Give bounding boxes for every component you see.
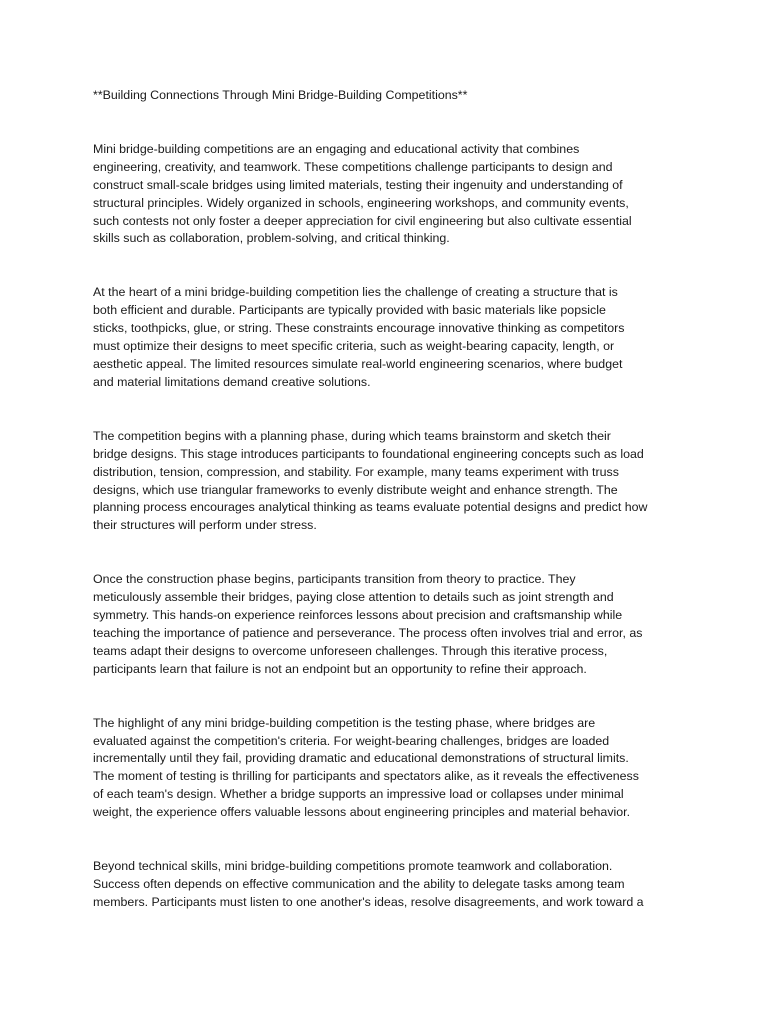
paragraph-line: aesthetic appeal. The limited resources simulate real-world engineering scenarios, where budget [93,356,623,371]
paragraph-line: structural principles. Widely organized in schools, engineering workshops, and community events, [93,195,629,210]
paragraph-2 [93,284,683,391]
document-body [93,87,683,948]
paragraph-line: teams adapt their designs to overcome unforeseen challenges. Through this iterative process, [93,643,608,658]
paragraph-line: construct small-scale bridges using limited materials, testing their ingenuity and understanding of [93,177,623,192]
paragraph-4 [93,571,683,678]
paragraph-line: distribution, tension, compression, and stability. For example, many teams experiment with truss [93,464,619,479]
paragraph-1 [93,141,683,248]
paragraph-line: The moment of testing is thrilling for participants and spectators alike, as it reveals the effectiveness [93,769,639,784]
paragraph-line: Beyond technical skills, mini bridge-building competitions promote teamwork and collaboration. [93,859,613,874]
paragraph-line: must optimize their designs to meet specific criteria, such as weight-bearing capacity, length, or [93,339,615,354]
paragraph-line: symmetry. This hands-on experience reinforces lessons about precision and craftsmanship while [93,608,623,623]
paragraph-line: sticks, toothpicks, glue, or string. These constraints encourage innovative thinking as competitors [93,321,625,336]
paragraph-line: teaching the importance of patience and perseverance. The process often involves trial and error, as [93,625,643,640]
paragraph-3 [93,428,683,535]
paragraph-line: and material limitations demand creative solutions. [93,374,371,389]
paragraph-line: designs, which use triangular frameworks to evenly distribute weight and enhance strength. The [93,482,618,497]
document-title: **Building Connections Through Mini Bridge-Building Competitions** [93,88,468,102]
paragraph-line: Success often depends on effective communication and the ability to delegate tasks among team [93,877,625,891]
paragraph-line: Mini bridge-building competitions are an engaging and educational activity that combines [93,141,580,156]
paragraph-line: The highlight of any mini bridge-building competition is the testing phase, where bridges are [93,715,596,730]
paragraph-line: engineering, creativity, and teamwork. These competitions challenge participants to design and [93,159,613,174]
paragraph-line: At the heart of a mini bridge-building competition lies the challenge of creating a structure that is [93,285,618,300]
paragraph-line: their structures will perform under stress. [93,518,317,533]
paragraph-line: skills such as collaboration, problem-solving, and critical thinking. [93,231,450,246]
paragraph-line: of each team's design. Whether a bridge supports an impressive load or collapses under minimal [93,787,624,802]
paragraph-line: planning process encourages analytical thinking as teams evaluate potential designs and predict how [93,500,648,515]
paragraph-line: both efficient and durable. Participants are typically provided with basic materials like popsicle [93,303,606,318]
paragraph-line: evaluated against the competition's criteria. For weight-bearing challenges, bridges are loaded [93,733,610,748]
paragraph-5 [93,715,683,822]
paragraph-line: Once the construction phase begins, participants transition from theory to practice. They [93,572,576,587]
paragraph-line: The competition begins with a planning phase, during which teams brainstorm and sketch their [93,428,611,443]
paragraph-line: weight, the experience offers valuable lessons about engineering principles and material behavior. [93,805,631,820]
paragraph-line: members. Participants must listen to one another's ideas, resolve disagreements, and work toward a [93,894,644,909]
paragraph-line: meticulously assemble their bridges, paying close attention to details such as joint strength and [93,590,614,605]
paragraph-line: such contests not only foster a deeper appreciation for civil engineering but also cultivate essential [93,213,632,228]
paragraph-6 [93,858,683,912]
paragraph-line: participants learn that failure is not an endpoint but an opportunity to refine their approach. [93,661,587,676]
paragraph-line: bridge designs. This stage introduces participants to foundational engineering concepts such as load [93,446,644,461]
paragraph-line: incrementally until they fail, providing dramatic and educational demonstrations of structural limits. [93,751,629,766]
